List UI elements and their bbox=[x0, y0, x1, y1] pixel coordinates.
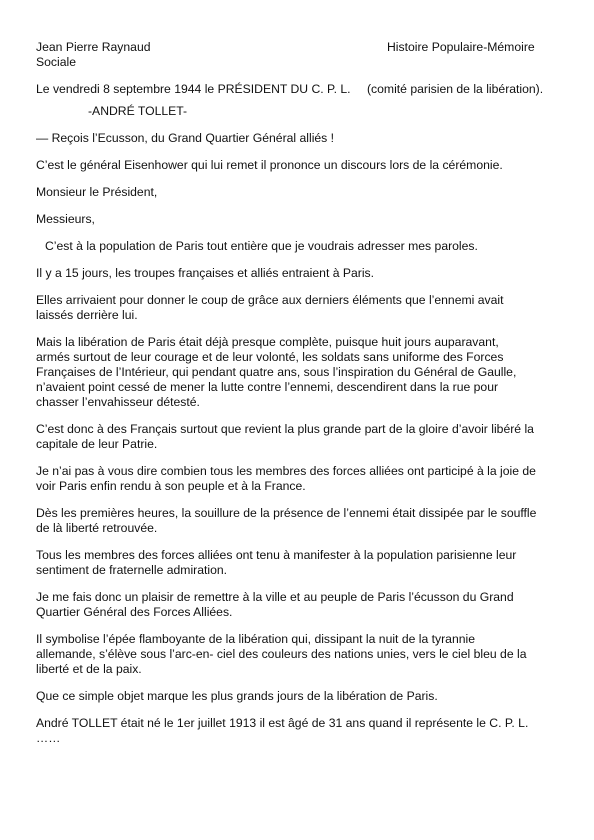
paragraph-6: Il y a 15 jours, les troupes françaises et alliés entraient à Paris. bbox=[36, 266, 375, 280]
ellipsis: …… bbox=[36, 731, 61, 745]
author-block bbox=[36, 40, 236, 70]
paragraph-1: — Reçois l’Ecusson, du Grand Quartier Général alliés ! bbox=[36, 131, 335, 145]
paragraph-line: André TOLLET était né le 1er juillet 1913 il est âgé de 31 ans quand il représente le C. P. L. bbox=[36, 716, 529, 730]
paragraph-11 bbox=[36, 506, 562, 536]
paragraph-15: Que ce simple objet marque les plus grands jours de la libération de Paris. bbox=[36, 689, 438, 703]
paragraph-8 bbox=[36, 335, 562, 410]
paragraph-line: Dès les premières heures, la souillure de la présence de l’ennemi était dissipée par le souffle bbox=[36, 506, 537, 520]
paragraph-line: Françaises de l’Intérieur, qui pendant quatre ans, sous l’inspiration du Général de Gaulle, bbox=[36, 365, 517, 379]
paragraph-line: laissés derrière lui. bbox=[36, 308, 138, 322]
paragraph-line: armés surtout de leur courage et de leur volonté, les soldats sans uniforme des Forces bbox=[36, 350, 504, 364]
cpl-note: (comité parisien de la libération). bbox=[367, 82, 544, 96]
paragraph-line: Je n’ai pas à vous dire combien tous les membres des forces alliées ont participé à la joie de bbox=[36, 464, 536, 478]
paragraph-line: Il symbolise l’épée flamboyante de la libération qui, dissipant la nuit de la tyrannie bbox=[36, 632, 476, 646]
document-header bbox=[36, 40, 562, 70]
paragraph-10 bbox=[36, 464, 562, 494]
date-line: Le vendredi 8 septembre 1944 le PRÉSIDENT DU C. P. L. bbox=[36, 82, 351, 96]
paragraph-line: C’est donc à des Français surtout que revient la plus grande part de la gloire d’avoir libéré la bbox=[36, 422, 534, 436]
paragraph-14 bbox=[36, 632, 562, 677]
paragraph-line: Tous les membres des forces alliées ont tenu à manifester à la population parisienne leur bbox=[36, 548, 517, 562]
paragraph-2: C’est le général Eisenhower qui lui remet il prononce un discours lors de la cérémonie. bbox=[36, 158, 503, 172]
paragraph-16 bbox=[36, 716, 562, 746]
paragraph-line: de là liberté retrouvée. bbox=[36, 521, 158, 535]
paragraph-4: Messieurs, bbox=[36, 212, 95, 226]
paragraph-line: Je me fais donc un plaisir de remettre à la ville et au peuple de Paris l’écusson du Grand bbox=[36, 590, 514, 604]
page-content bbox=[36, 40, 562, 746]
paragraph-line: Quartier Général des Forces Alliées. bbox=[36, 605, 233, 619]
president-name: -ANDRÉ TOLLET- bbox=[88, 104, 188, 118]
paragraph-line: liberté et de la paix. bbox=[36, 662, 142, 676]
author-name: Jean Pierre Raynaud bbox=[36, 40, 151, 54]
paragraph-line: Mais la libération de Paris était déjà presque complète, puisque huit jours auparavant, bbox=[36, 335, 499, 349]
paragraph-9 bbox=[36, 422, 562, 452]
paragraph-13 bbox=[36, 590, 562, 620]
author-subtitle: Sociale bbox=[36, 55, 76, 69]
paragraph-line: n’avaient point cessé de mener la lutte contre l’ennemi, descendirent dans la rue pour bbox=[36, 380, 499, 394]
paragraph-5: C’est à la population de Paris tout entière que je voudrais adresser mes paroles. bbox=[45, 239, 478, 253]
paragraph-line: voir Paris enfin rendu à son peuple et à la France. bbox=[36, 479, 306, 493]
date-line-row bbox=[36, 82, 562, 97]
paragraph-7 bbox=[36, 293, 562, 323]
paragraph-line: allemande, s’élève sous l’arc-en- ciel des couleurs des nations unies, vers le ciel bleu de la bbox=[36, 647, 527, 661]
document-category: Histoire Populaire-Mémoire bbox=[387, 40, 535, 54]
paragraph-line: chasser l’envahisseur détesté. bbox=[36, 395, 200, 409]
paragraph-line: capitale de leur Patrie. bbox=[36, 437, 158, 451]
paragraph-line: Elles arrivaient pour donner le coup de grâce aux derniers éléments que l’ennemi avait bbox=[36, 293, 504, 307]
paragraph-12 bbox=[36, 548, 562, 578]
paragraph-3: Monsieur le Président, bbox=[36, 185, 158, 199]
paragraph-line: sentiment de fraternelle admiration. bbox=[36, 563, 228, 577]
